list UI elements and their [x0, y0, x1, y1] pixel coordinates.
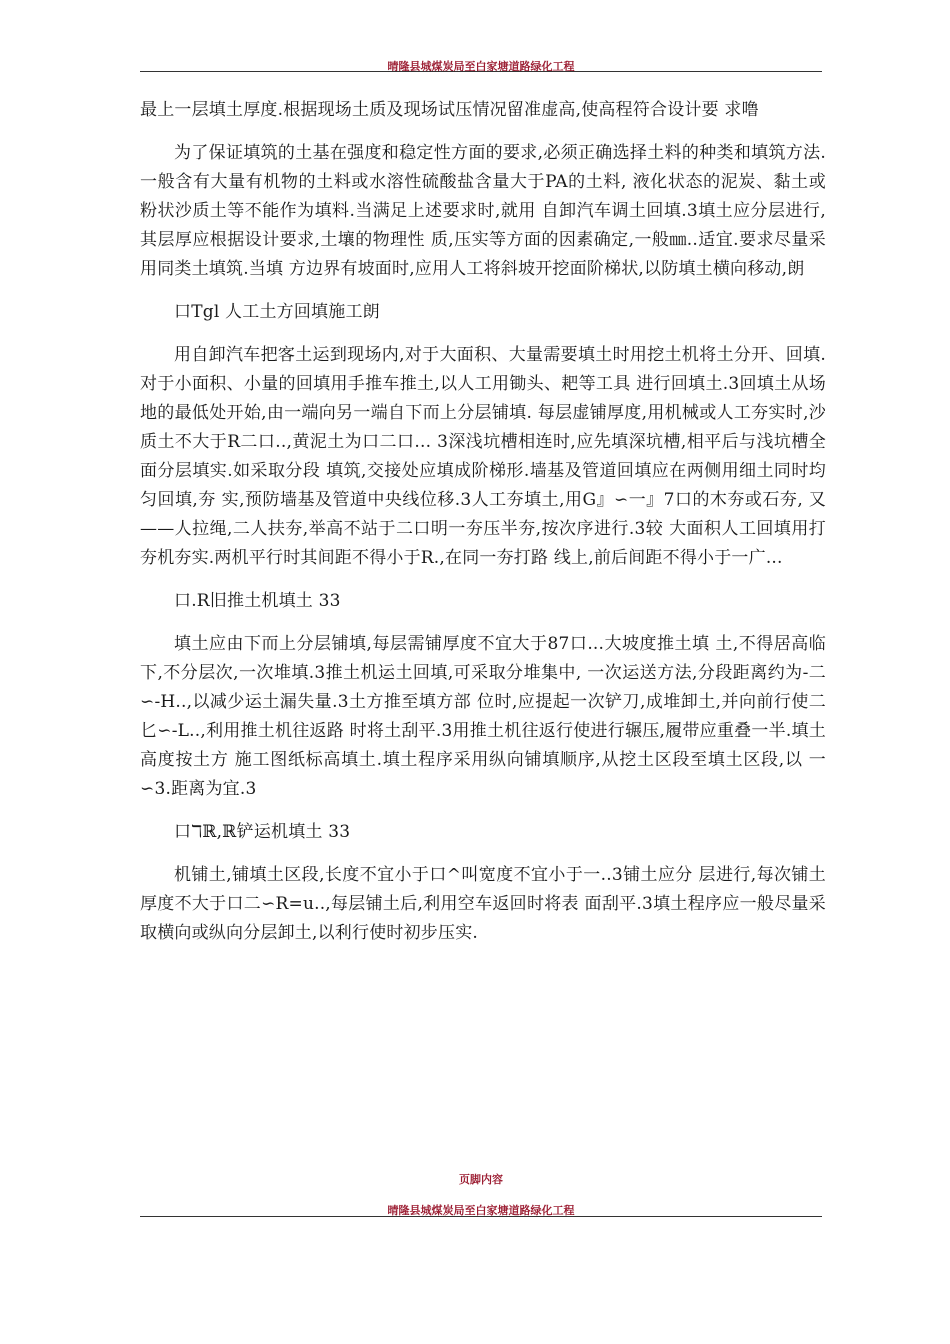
- paragraph-1: 最上一层填土厚度.根据现场土质及现场试压情况留准虚高,使高程符合设计要 求噜: [140, 100, 759, 120]
- section-heading-bulldozer: 口.R旧推土机填土 33: [174, 591, 341, 611]
- paragraph-5: 机铺土,铺填土区段,长度不宜小于口^叫宽度不宜小于一..3铺土应分 层进行,每次铺土厚度不大于口二∽R=u..,每层铺土后,利用空车返回时将表 面刮平.3填土程序应一般尽量采取横向或纵向分层卸土,以利行使时初步压实.: [140, 865, 826, 943]
- document-body: [140, 96, 826, 962]
- page-header-title: 晴隆县城煤炭局至白家塘道路绿化工程: [387, 60, 575, 73]
- section-heading-manual-backfill: 口Tgl 人工土方回填施工朗: [174, 302, 380, 322]
- footer-rule: [140, 1216, 822, 1217]
- paragraph-3: 用自卸汽车把客土运到现场内,对于大面积、大量需要填土时用挖土机将土分开、回填.对于小面积、小量的回填用手推车推土,以人工用锄头、耙等工具 进行回填土.3回填土从场地的最低处开始,由一端向另一端自下而上分层铺填. 每层虚铺厚度,用机械或人工夯实时,沙质土不大于R二口..,黄泥土为口二口... 3深浅坑槽相连时,应先填深坑槽,相平后与浅坑槽全面分层填实.如采取分段 填筑,交接处应填成阶梯形.墙基及管道回填应在两侧用细土同时均匀回填,夯 实,预防墙基及管道中央线位移.3人工夯填土,用G』∽一』7口的木夯或石夯, 又——人拉绳,二人扶夯,举高不站于二口明一夯压半夯,按次序进行.3较 大面积人工回填用打夯机夯实.两机平行时其间距不得小于R.,在同一夯打路 线上,前后间距不得小于一广...: [140, 345, 826, 568]
- page-footer-label: 页脚内容: [459, 1173, 503, 1186]
- paragraph-2: 为了保证填筑的土基在强度和稳定性方面的要求,必须正确选择土料的种类和填筑方法.一般含有大量有机物的土料或水溶性硫酸盐含量大于PA的土料, 液化状态的泥炭、黏土或粉状沙质土等不能作为填料.当满足上述要求时,就用 自卸汽车调土回填.3填土应分层进行,其层厚应根据设计要求,土壤的物理性 质,压实等方面的因素确定,一般㎜..适宜.要求尽量采用同类土填筑.当填 方边界有坡面时,应用人工将斜坡开挖面阶梯状,以防填土横向移动,朗: [140, 143, 826, 279]
- next-page-header-title: 晴隆县城煤炭局至白家塘道路绿化工程: [387, 1204, 575, 1217]
- section-heading-scraper: 口ℸℝ,ℝ铲运机填土 33: [174, 822, 351, 842]
- paragraph-4: 填土应由下而上分层铺填,每层需铺厚度不宜大于87口...大坡度推土填 土,不得居高临下,不分层次,一次堆填.3推土机运土回填,可采取分堆集中, 一次运送方法,分段距离约为-二∽-H..,以减少运土漏失量.3土方推至填方部 位时,应提起一次铲刀,成堆卸土,并向前行使二匕∽-L..,利用推土机往返路 时将土刮平.3用推土机往返行使进行辗压,履带应重叠一半.填土高度按土方 施工图纸标高填土.填土程序采用纵向铺填顺序,从挖土区段至填土区段,以 一∽3.距离为宜.3: [140, 634, 826, 799]
- header-rule: [140, 71, 822, 72]
